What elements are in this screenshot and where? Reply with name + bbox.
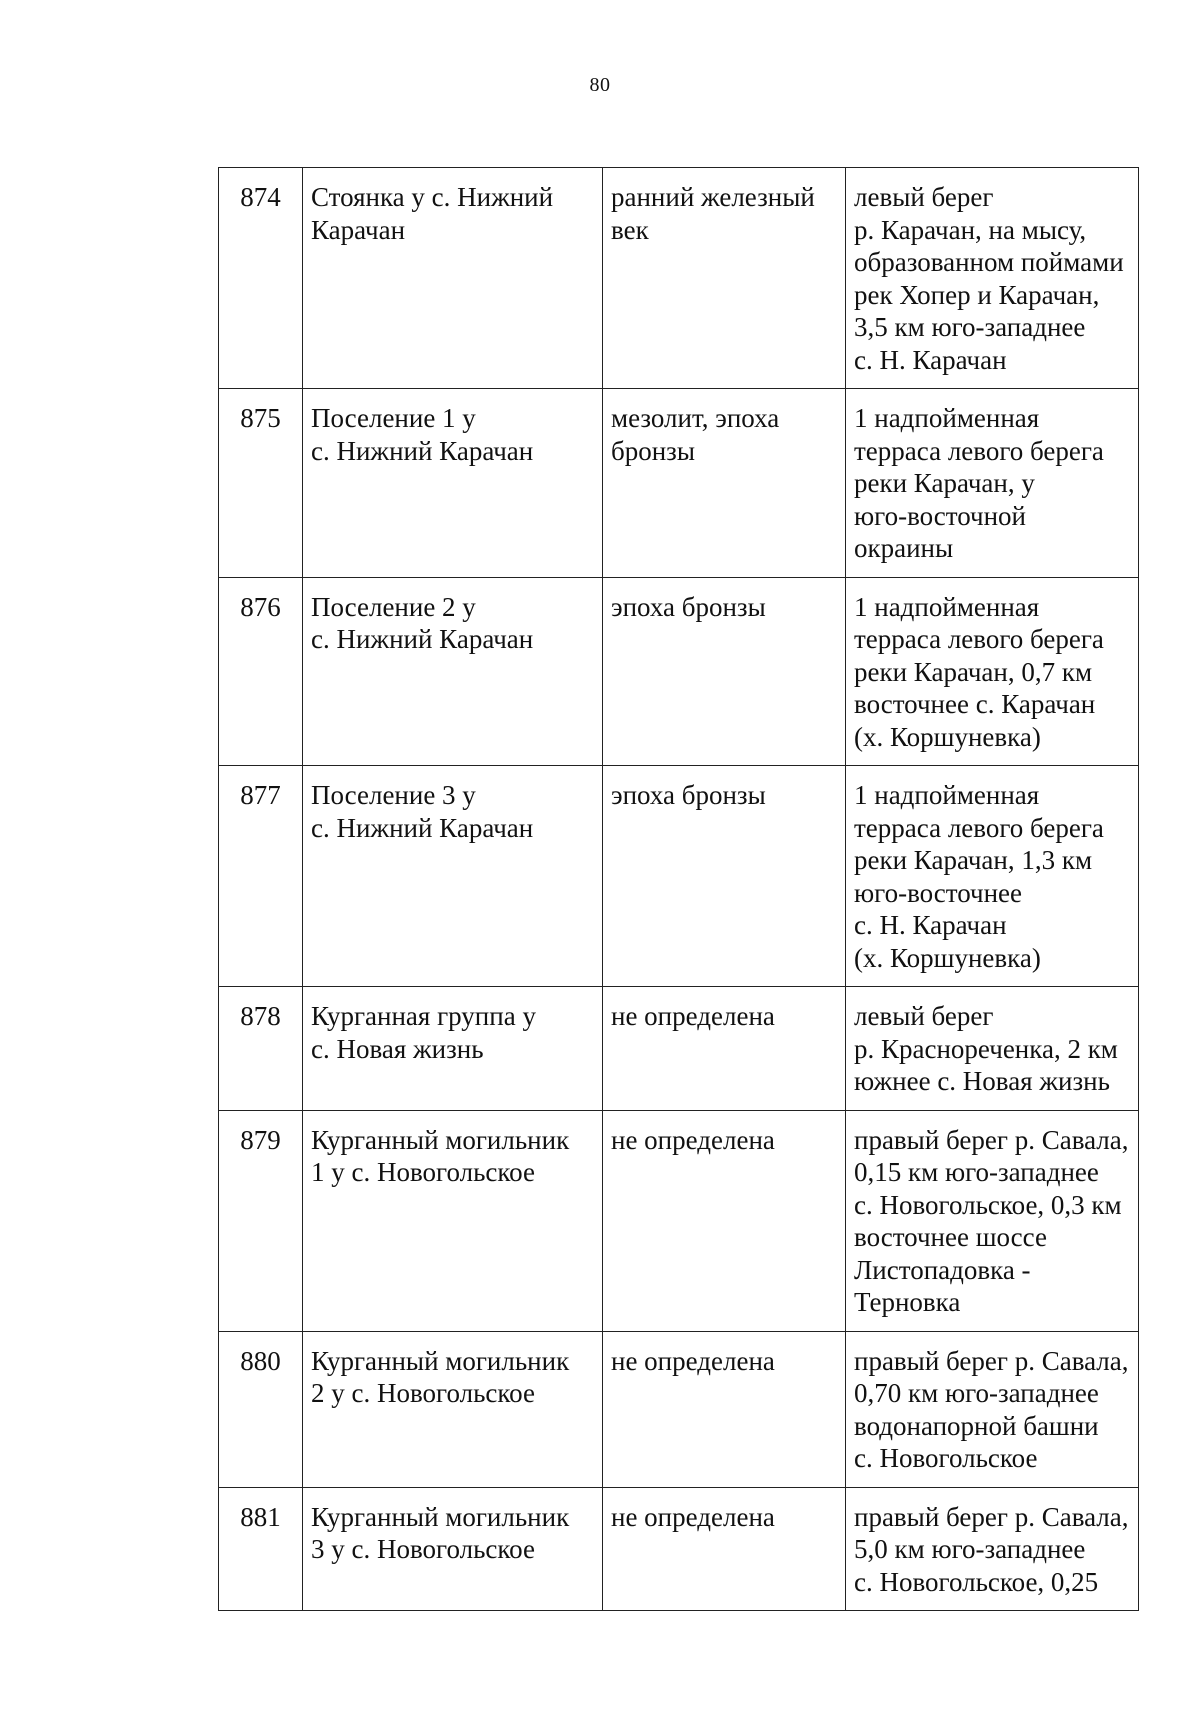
monument-period: не определена xyxy=(603,987,846,1111)
monument-period: не определена xyxy=(603,1110,846,1331)
monument-location: 1 надпойменная терраса левого берега реки Карачан, 1,3 км юго-восточнее с. Н. Карачан (х. Коршуневка) xyxy=(846,766,1139,987)
monument-name: Курганный могильник 1 у с. Новогольское xyxy=(303,1110,603,1331)
row-number: 881 xyxy=(219,1487,303,1611)
monument-name: Курганный могильник 3 у с. Новогольское xyxy=(303,1487,603,1611)
table-row xyxy=(219,577,1139,766)
monument-period: не определена xyxy=(603,1487,846,1611)
monument-name: Стоянка у с. Нижний Карачан xyxy=(303,168,603,389)
row-number: 877 xyxy=(219,766,303,987)
monument-name: Курганный могильник 2 у с. Новогольское xyxy=(303,1331,603,1487)
page-number: 80 xyxy=(589,74,611,96)
row-number: 880 xyxy=(219,1331,303,1487)
table-row xyxy=(219,1110,1139,1331)
monument-location: правый берег р. Савала, 0,70 км юго-западнее водонапорной башни с. Новогольское xyxy=(846,1331,1139,1487)
monument-period: ранний железный век xyxy=(603,168,846,389)
table-row xyxy=(219,168,1139,389)
monument-period: мезолит, эпоха бронзы xyxy=(603,389,846,578)
monument-period: эпоха бронзы xyxy=(603,577,846,766)
monument-name: Курганная группа у с. Новая жизнь xyxy=(303,987,603,1111)
monument-name: Поселение 3 у с. Нижний Карачан xyxy=(303,766,603,987)
row-number: 878 xyxy=(219,987,303,1111)
row-number: 875 xyxy=(219,389,303,578)
table-row xyxy=(219,1487,1139,1611)
table-row xyxy=(219,766,1139,987)
table-row xyxy=(219,1331,1139,1487)
table-row xyxy=(219,389,1139,578)
row-number: 879 xyxy=(219,1110,303,1331)
monument-location: правый берег р. Савала, 0,15 км юго-западнее с. Новогольское, 0,3 км восточнее шоссе Листопадовка - Терновка xyxy=(846,1110,1139,1331)
monument-location: 1 надпойменная терраса левого берега реки Карачан, у юго-восточной окраины xyxy=(846,389,1139,578)
table-row xyxy=(219,987,1139,1111)
monument-location: левый берег р. Карачан, на мысу, образованном поймами рек Хопер и Карачан, 3,5 км юго-западнее с. Н. Карачан xyxy=(846,168,1139,389)
row-number: 876 xyxy=(219,577,303,766)
monuments-table xyxy=(218,167,1139,1611)
monument-location: правый берег р. Савала, 5,0 км юго-западнее с. Новогольское, 0,25 xyxy=(846,1487,1139,1611)
row-number: 874 xyxy=(219,168,303,389)
monument-name: Поселение 1 у с. Нижний Карачан xyxy=(303,389,603,578)
monument-period: эпоха бронзы xyxy=(603,766,846,987)
monument-period: не определена xyxy=(603,1331,846,1487)
monument-location: левый берег р. Краснореченка, 2 км южнее с. Новая жизнь xyxy=(846,987,1139,1111)
monument-location: 1 надпойменная терраса левого берега реки Карачан, 0,7 км восточнее с. Карачан (х. Коршуневка) xyxy=(846,577,1139,766)
monument-name: Поселение 2 у с. Нижний Карачан xyxy=(303,577,603,766)
